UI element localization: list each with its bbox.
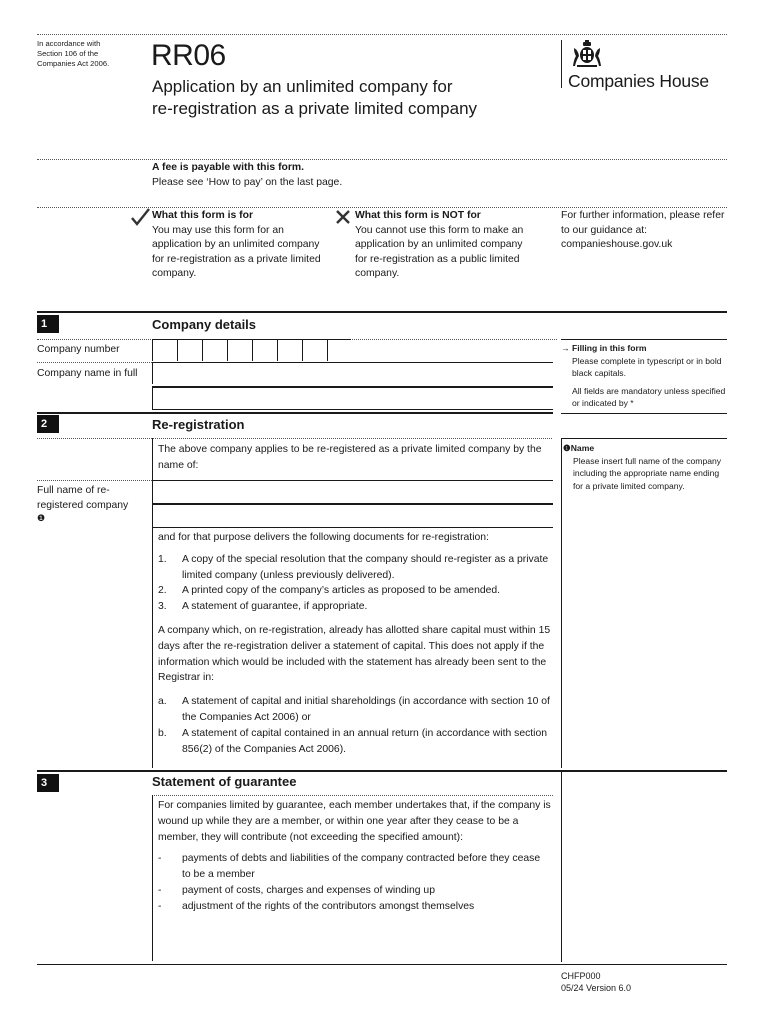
guarantee-block <box>158 798 551 915</box>
full-name-label-text: Full name of re-registered company <box>37 485 129 511</box>
form-footer <box>561 970 631 994</box>
capital-item: a. A statement of capital and initial shareholdings (in accordance with section 10 of the Companies Act 2006) or <box>158 696 550 723</box>
filling-guidance-text2: All fields are mandatory unless specified or indicated by * <box>572 385 726 408</box>
section-1-title: Company details <box>152 317 257 332</box>
name-guidance-text: Please insert full name of the company including the appropriate name ending for a private limited company. <box>573 455 722 491</box>
logo-text: Companies House <box>568 71 709 91</box>
capital-item: b. A statement of capital contained in an annual return (in accordance with section 856(2) of the Companies Act 2006). <box>158 727 548 755</box>
filling-guidance-heading: → Filling in this form <box>561 343 647 353</box>
cross-icon <box>336 210 350 224</box>
document-item: 3. A statement of guarantee, if appropriate. <box>158 601 368 613</box>
form-title-line1: Application by an unlimited company for <box>152 77 453 96</box>
logo-divider <box>561 40 562 88</box>
name-guidance-heading: ❶Name <box>563 443 595 453</box>
form-is-for-heading: What this form is for <box>152 210 254 221</box>
crest-icon <box>571 40 603 68</box>
legal-note: In accordance with Section 106 of the Companies Act 2006. <box>37 39 110 68</box>
guarantee-intro: For companies limited by guarantee, each member undertakes that, if the company is wound up while they are a member, or within one year after they cease to be a member, they will contribute (not exceeding the specified amount): <box>158 800 551 843</box>
section-1-number: 1 <box>37 315 59 333</box>
name-guidance <box>563 442 727 492</box>
form-title-line2: re-registration as a private limited company <box>152 99 478 118</box>
guarantee-item: - adjustment of the rights of the contributors amongst themselves <box>158 900 475 912</box>
section-2-number: 2 <box>37 415 59 433</box>
fee-heading: A fee is payable with this form. <box>152 162 305 173</box>
full-name-label <box>37 484 149 523</box>
form-title <box>152 76 477 120</box>
form-is-for-text: You may use this form for an application by an unlimited company for re-registration as a private limited company. <box>152 224 321 280</box>
capital-statement-text: A company which, on re-registration, already has allotted share capital must within 15 days after the re-registration deliver a statement of capital. This does not apply if the information which would be included with the statement has already been sent to the Registrar in: <box>158 624 551 684</box>
form-not-for <box>355 209 535 282</box>
filling-guidance-text1: Please complete in typescript or in bold black capitals. <box>572 355 722 378</box>
form-is-for <box>152 209 322 282</box>
full-name-field-line1[interactable] <box>152 480 553 504</box>
section-2-title: Re-registration <box>152 417 245 432</box>
fee-notice <box>152 161 342 190</box>
company-name-label: Company name in full <box>37 368 138 379</box>
guarantee-item: - payments of debts and liabilities of the company contracted before they cease to be a member <box>158 853 541 881</box>
full-name-field-line2[interactable] <box>152 504 553 528</box>
further-info: For further information, please refer to our guidance at: companieshouse.gov.uk <box>561 210 725 251</box>
form-code: RR06 <box>151 39 226 72</box>
document-item: 2. A printed copy of the company’s articles as proposed to be amended. <box>158 585 501 597</box>
company-number-label: Company number <box>37 344 120 355</box>
reregistration-intro: The above company applies to be re-registered as a private limited company by the name of: <box>158 444 542 471</box>
filling-guidance <box>561 342 727 410</box>
section-3-number: 3 <box>37 774 59 792</box>
footer-code: CHFP000 <box>561 971 601 981</box>
guarantee-item: - payment of costs, charges and expenses of winding up <box>158 884 435 896</box>
company-name-field-line1[interactable] <box>152 362 553 384</box>
checkmark-icon <box>130 208 150 226</box>
document-item: 1. A copy of the special resolution that the company should re-register as a private limited company (unless previously delivered). <box>158 553 549 581</box>
company-name-field-line2[interactable] <box>152 387 553 410</box>
form-not-for-text: You cannot use this form to make an application by an unlimited company for re-registration as a public limited company. <box>355 224 524 280</box>
documents-intro: and for that purpose delivers the following documents for re-registration: <box>158 532 489 543</box>
documents-block <box>158 530 551 757</box>
name-note-marker-icon: ❶ <box>37 513 46 524</box>
section-3-title: Statement of guarantee <box>152 774 297 789</box>
form-not-for-heading: What this form is NOT for <box>355 210 481 221</box>
fee-note: Please see ‘How to pay’ on the last page. <box>152 176 343 188</box>
footer-version: 05/24 Version 6.0 <box>561 983 632 993</box>
